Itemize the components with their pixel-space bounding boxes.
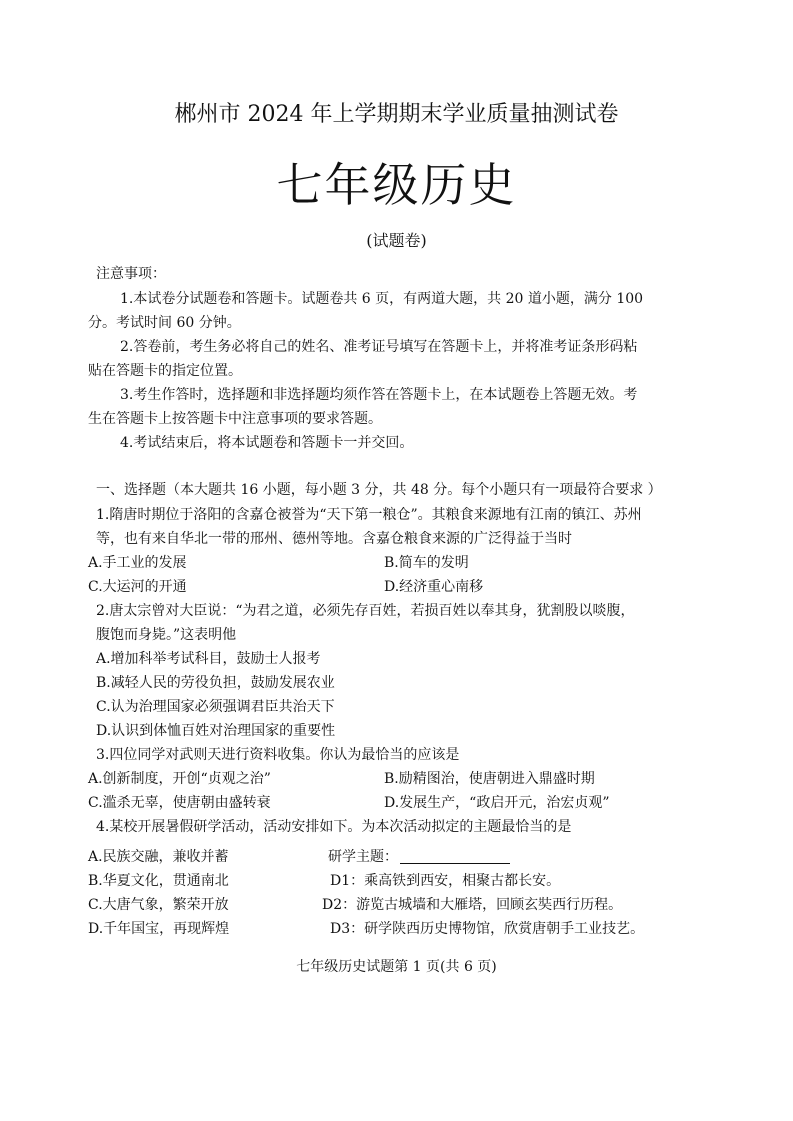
notice-line: 3.考生作答时，选择题和非选择题均须作答在答题卡上，在本试题卷上答题无效。考 <box>120 387 638 403</box>
notice-line: 4.考试结束后，将本试题卷和答题卡一并交回。 <box>120 435 414 451</box>
study-theme-row <box>328 848 510 866</box>
notice-line: 分。考试时间 60 分钟。 <box>88 315 241 331</box>
option-b: B.励精图治，使唐朝进入鼎盛时期 <box>384 771 595 787</box>
subject-title: 七年级历史 <box>276 158 517 212</box>
itinerary-day-2: D2：游览古城墙和大雁塔，回顾玄奘西行历程。 <box>322 897 623 913</box>
question-stem: 3.四位同学对武则天进行资料收集。你认为最恰当的应该是 <box>96 747 460 763</box>
option-d: D.千年国宝，再现辉煌 <box>88 921 230 937</box>
exam-header: 郴州市 2024 年上学期期末学业质量抽测试卷 <box>174 102 619 127</box>
option-c: C.滥杀无辜，使唐朝由盛转衰 <box>88 795 271 811</box>
option-a: A.手工业的发展 <box>88 555 187 571</box>
question-stem: 4.某校开展暑假研学活动，活动安排如下。为本次活动拟定的主题最恰当的是 <box>96 819 572 835</box>
option-d: D.发展生产，“政启开元，治宏贞观” <box>384 795 610 811</box>
notice-line: 1.本试卷分试题卷和答题卡。试题卷共 6 页，有两道大题，共 20 道小题，满分 100 <box>120 291 644 307</box>
option-c: C.认为治理国家必须强调君臣共治天下 <box>96 699 335 715</box>
question-stem: 等，也有来自华北一带的邢州、德州等地。含嘉仓粮食来源的广泛得益于当时 <box>96 531 572 547</box>
option-a: A.创新制度，开创“贞观之治” <box>88 771 271 787</box>
question-stem: 1.隋唐时期位于洛阳的含嘉仓被誉为“天下第一粮仓”。其粮食来源地有江南的镇江、苏州 <box>96 507 642 523</box>
itinerary-day-1: D1：乘高铁到西安，相聚古都长安。 <box>330 873 561 889</box>
itinerary-day-3: D3：研学陕西历史博物馆，欣赏唐朝手工业技艺。 <box>330 921 645 937</box>
question-stem: 2.唐太宗曾对大臣说：“为君之道，必须先存百姓，若损百姓以奉其身，犹割股以啖腹， <box>96 603 635 619</box>
option-b: B.减轻人民的劳役负担，鼓励发展农业 <box>96 675 335 691</box>
notice-line: 生在答题卡上按答题卡中注意事项的要求答题。 <box>88 411 382 427</box>
option-a: A.增加科举考试科目，鼓励士人报考 <box>96 651 321 667</box>
page-footer: 七年级历史试题第 1 页(共 6 页) <box>296 959 497 975</box>
option-c: C.大唐气象，繁荣开放 <box>88 897 229 913</box>
notice-heading: 注意事项： <box>96 266 166 282</box>
option-b: B.华夏文化，贯通南北 <box>88 873 229 889</box>
option-b: B.简车的发明 <box>384 555 469 571</box>
question-stem: 腹饱而身毙。”这表明他 <box>96 627 237 643</box>
study-theme-label: 研学主题： <box>328 849 398 865</box>
option-d: D.经济重心南移 <box>384 579 484 595</box>
study-theme-blank <box>400 849 510 864</box>
notice-line: 2.答卷前，考生务必将自己的姓名、准考证号填写在答题卡上，并将准考证条形码粘 <box>120 339 638 355</box>
notice-line: 贴在答题卡的指定位置。 <box>88 363 242 379</box>
section-heading: 一、选择题（本大题共 16 小题，每小题 3 分，共 48 分。每个小题只有一项最符合要求 ） <box>96 482 662 498</box>
option-c: C.大运河的开通 <box>88 579 187 595</box>
booklet-type: (试题卷) <box>366 231 427 250</box>
option-d: D.认识到体恤百姓对治理国家的重要性 <box>96 723 336 739</box>
option-a: A.民族交融，兼收并蓄 <box>88 849 229 865</box>
